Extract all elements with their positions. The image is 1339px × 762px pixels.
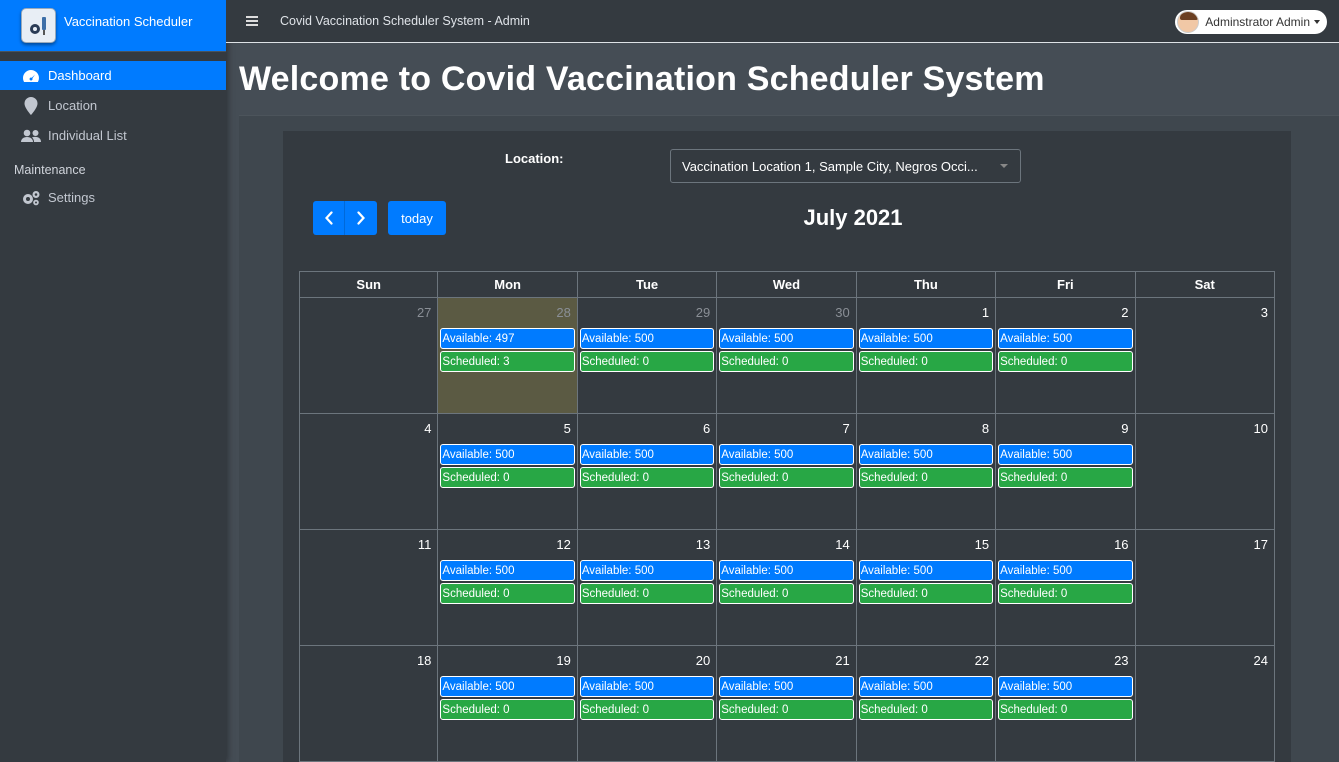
day-number[interactable]: 9 — [1121, 421, 1129, 436]
calendar-day-cell[interactable] — [996, 298, 1135, 414]
scheduled-event[interactable]: Scheduled: 3 — [440, 351, 574, 372]
avatar — [1177, 11, 1199, 33]
available-event[interactable]: Available: 500 — [580, 328, 714, 349]
available-event[interactable]: Available: 500 — [719, 444, 853, 465]
day-number[interactable]: 4 — [424, 421, 432, 436]
available-event[interactable]: Available: 497 — [440, 328, 574, 349]
calendar-day-cell[interactable] — [1136, 298, 1275, 414]
scheduled-event[interactable]: Scheduled: 0 — [580, 583, 714, 604]
day-number[interactable]: 11 — [417, 537, 432, 552]
scheduled-event[interactable]: Scheduled: 0 — [998, 583, 1132, 604]
sidebar-item-label: Individual List — [48, 128, 127, 143]
available-event[interactable]: Available: 500 — [998, 328, 1132, 349]
today-button[interactable]: today — [388, 201, 446, 235]
calendar-day-cell[interactable] — [717, 298, 856, 414]
calendar-day-cell[interactable] — [1136, 646, 1275, 762]
brand-title: Vaccination Scheduler — [64, 14, 193, 29]
sidebar-item-settings[interactable] — [0, 183, 226, 212]
topbar-title: Covid Vaccination Scheduler System - Admin — [280, 14, 530, 28]
location-label: Location: — [505, 151, 564, 166]
user-menu-button[interactable] — [1175, 10, 1327, 34]
next-month-button[interactable] — [345, 201, 377, 235]
map-pin-icon — [21, 97, 41, 115]
calendar-day-cell[interactable] — [299, 298, 438, 414]
day-number[interactable]: 17 — [1253, 537, 1268, 552]
sidebar-item-label: Dashboard — [48, 68, 112, 83]
available-event[interactable]: Available: 500 — [859, 328, 993, 349]
day-number[interactable]: 1 — [981, 305, 990, 320]
day-number[interactable]: 8 — [981, 421, 990, 436]
weekday-header: Mon — [438, 271, 577, 298]
day-number[interactable]: 27 — [416, 305, 432, 320]
location-selected-value: Vaccination Location 1, Sample City, Negros Occi... — [682, 158, 978, 174]
calendar-week-row — [299, 530, 1275, 646]
calendar-day-cell[interactable] — [299, 530, 438, 646]
chevron-left-icon — [324, 211, 334, 225]
day-number[interactable]: 30 — [835, 305, 850, 320]
sidebar-nav — [0, 61, 226, 212]
sidebar-item-label: Location — [48, 98, 98, 113]
weekday-header: Sun — [299, 271, 438, 298]
calendar-day-cell[interactable] — [299, 414, 438, 530]
scheduled-event[interactable]: Scheduled: 0 — [580, 699, 714, 720]
day-number[interactable]: 14 — [835, 537, 850, 552]
calendar-day-cell[interactable] — [857, 298, 996, 414]
scheduled-event[interactable]: Scheduled: 0 — [580, 467, 714, 488]
calendar-day-cell[interactable] — [578, 298, 717, 414]
day-number[interactable]: 22 — [974, 653, 990, 668]
day-number[interactable]: 12 — [556, 537, 571, 552]
day-number[interactable]: 21 — [835, 653, 850, 668]
scheduled-event[interactable]: Scheduled: 0 — [998, 351, 1132, 372]
sidebar-item-dashboard[interactable] — [0, 61, 226, 90]
available-event[interactable]: Available: 500 — [719, 560, 853, 581]
available-event[interactable]: Available: 500 — [859, 676, 993, 697]
sidebar-header-maintenance: Maintenance — [14, 163, 86, 177]
available-event[interactable]: Available: 500 — [719, 676, 853, 697]
day-number[interactable]: 6 — [703, 421, 711, 436]
scheduled-event[interactable]: Scheduled: 0 — [719, 699, 853, 720]
scheduled-event[interactable]: Scheduled: 0 — [859, 699, 993, 720]
chevron-right-icon — [356, 211, 366, 225]
available-event[interactable]: Available: 500 — [580, 444, 714, 465]
day-number[interactable]: 20 — [695, 653, 711, 668]
day-number[interactable]: 29 — [695, 305, 711, 320]
prev-month-button[interactable] — [313, 201, 345, 235]
calendar-day-cell[interactable] — [996, 530, 1135, 646]
calendar-day-cell[interactable] — [438, 646, 577, 762]
available-event[interactable]: Available: 500 — [859, 444, 993, 465]
available-event[interactable]: Available: 500 — [719, 328, 853, 349]
day-number[interactable]: 19 — [556, 653, 571, 668]
scheduled-event[interactable]: Scheduled: 0 — [998, 699, 1132, 720]
available-event[interactable]: Available: 500 — [998, 676, 1132, 697]
brand-link[interactable] — [0, 0, 226, 52]
scheduled-event[interactable]: Scheduled: 0 — [440, 699, 574, 720]
calendar-weekday-header — [299, 271, 1275, 298]
day-number[interactable]: 10 — [1253, 421, 1268, 436]
calendar-week-row — [299, 646, 1275, 762]
calendar-day-cell[interactable] — [1136, 530, 1275, 646]
weekday-header: Tue — [578, 271, 717, 298]
day-number[interactable]: 7 — [842, 421, 850, 436]
calendar-day-cell[interactable] — [578, 414, 717, 530]
scheduled-event[interactable]: Scheduled: 0 — [859, 467, 993, 488]
available-event[interactable]: Available: 500 — [440, 560, 574, 581]
calendar-grid — [299, 271, 1275, 762]
day-number[interactable]: 5 — [563, 421, 571, 436]
available-event[interactable]: Available: 500 — [859, 560, 993, 581]
weekday-header: Sat — [1136, 271, 1275, 298]
calendar-week-row — [299, 414, 1275, 530]
available-event[interactable]: Available: 500 — [580, 560, 714, 581]
vaccine-logo-icon — [21, 8, 56, 43]
scheduled-event[interactable]: Scheduled: 0 — [998, 467, 1132, 488]
scheduled-event[interactable]: Scheduled: 0 — [859, 583, 993, 604]
calendar-body — [299, 298, 1275, 762]
day-number[interactable]: 2 — [1121, 305, 1129, 320]
sidebar-item-label: Settings — [48, 190, 95, 205]
weekday-header: Fri — [996, 271, 1135, 298]
caret-down-icon — [1314, 20, 1320, 24]
sidebar-item-location[interactable] — [0, 91, 226, 120]
calendar-day-cell[interactable] — [299, 646, 438, 762]
calendar-day-cell[interactable] — [1136, 414, 1275, 530]
page-title: Welcome to Covid Vaccination Scheduler System — [239, 60, 1045, 98]
dashboard-icon — [21, 67, 41, 85]
weekday-header: Wed — [717, 271, 856, 298]
scheduled-event[interactable]: Scheduled: 0 — [719, 467, 853, 488]
calendar-day-cell[interactable] — [996, 414, 1135, 530]
day-number[interactable]: 16 — [1114, 537, 1129, 552]
scheduled-event[interactable]: Scheduled: 0 — [719, 351, 853, 372]
calendar-day-cell[interactable] — [438, 298, 577, 414]
calendar-week-row — [299, 298, 1275, 414]
calendar-day-cell[interactable] — [857, 414, 996, 530]
calendar-nav-group — [313, 201, 377, 235]
menu-toggle-icon[interactable] — [246, 16, 258, 26]
users-icon — [21, 127, 41, 145]
scheduled-event[interactable]: Scheduled: 0 — [440, 583, 574, 604]
calendar-day-cell[interactable] — [857, 646, 996, 762]
user-name: Adminstrator Admin — [1205, 15, 1310, 29]
day-number[interactable]: 3 — [1260, 305, 1268, 320]
day-number[interactable]: 13 — [695, 537, 711, 552]
calendar-title: July 2021 — [803, 205, 903, 230]
calendar-day-cell[interactable] — [717, 646, 856, 762]
scheduled-event[interactable]: Scheduled: 0 — [859, 351, 993, 372]
available-event[interactable]: Available: 500 — [440, 444, 574, 465]
calendar-day-cell[interactable] — [578, 530, 717, 646]
sidebar-item-individual-list[interactable] — [0, 121, 226, 150]
calendar-day-cell[interactable] — [438, 530, 577, 646]
calendar-day-cell[interactable] — [857, 530, 996, 646]
weekday-header: Thu — [857, 271, 996, 298]
calendar-day-cell[interactable] — [717, 530, 856, 646]
available-event[interactable]: Available: 500 — [580, 676, 714, 697]
scheduled-event[interactable]: Scheduled: 0 — [440, 467, 574, 488]
available-event[interactable]: Available: 500 — [440, 676, 574, 697]
available-event[interactable]: Available: 500 — [998, 444, 1132, 465]
location-select[interactable] — [670, 149, 1021, 183]
day-number[interactable]: 18 — [416, 653, 432, 668]
dropdown-arrow-icon — [1000, 164, 1008, 168]
scheduled-event[interactable]: Scheduled: 0 — [580, 351, 714, 372]
day-number[interactable]: 28 — [556, 305, 571, 320]
gears-icon — [21, 189, 41, 207]
day-number[interactable]: 15 — [974, 537, 990, 552]
day-number[interactable]: 24 — [1253, 653, 1268, 668]
calendar-day-cell[interactable] — [438, 414, 577, 530]
calendar-day-cell[interactable] — [996, 646, 1135, 762]
sidebar — [0, 0, 226, 762]
available-event[interactable]: Available: 500 — [998, 560, 1132, 581]
day-number[interactable]: 23 — [1114, 653, 1129, 668]
calendar-day-cell[interactable] — [717, 414, 856, 530]
calendar-day-cell[interactable] — [578, 646, 717, 762]
scheduled-event[interactable]: Scheduled: 0 — [719, 583, 853, 604]
top-navbar — [226, 0, 1339, 43]
